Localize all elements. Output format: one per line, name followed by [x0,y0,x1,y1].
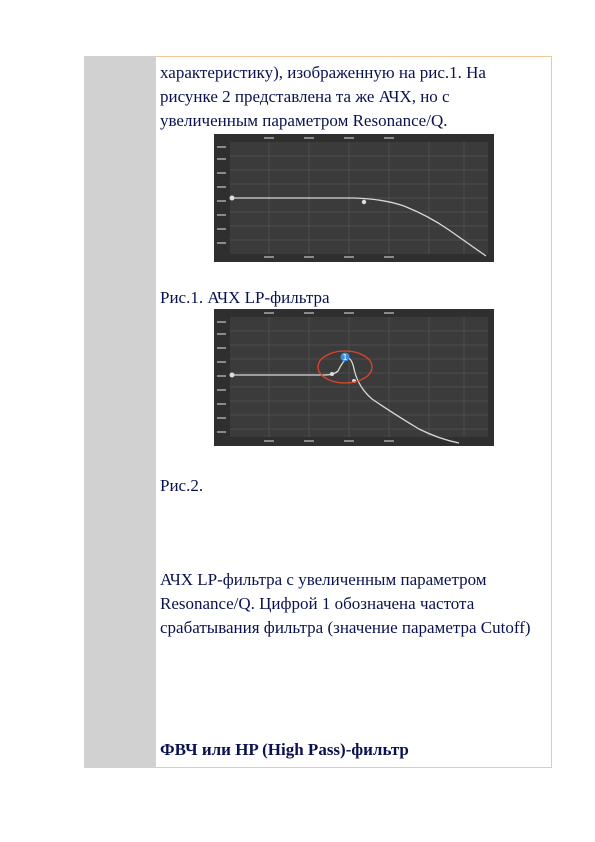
lp-filter-resonance-graph [214,309,494,446]
cutoff-marker-label: 1 [342,353,348,362]
figure-1-caption: Рис.1. АЧХ LP-фильтра [160,288,330,307]
figure-2-caption: Рис.2. [160,476,204,495]
left-gray-column [84,56,156,768]
lp-filter-response-graph [214,134,494,262]
paragraph-figure-2-description: АЧХ LP-фильтра с увеличенным параметром Resonance/Q. Цифрой 1 обозначена частота срабатывания фильтра (значение параметра Cutoff) [160,570,531,637]
section-heading-hp-filter [160,738,409,762]
paragraph-intro: характеристику), изображенную на рис.1. На рисунке 2 представлена та же АЧХ, но с увеличенным параметром Resonance/Q. [160,63,486,130]
heading-bold-part: ФВЧ или HP (High Pass) [160,740,346,759]
heading-rest: -фильтр [345,740,409,759]
